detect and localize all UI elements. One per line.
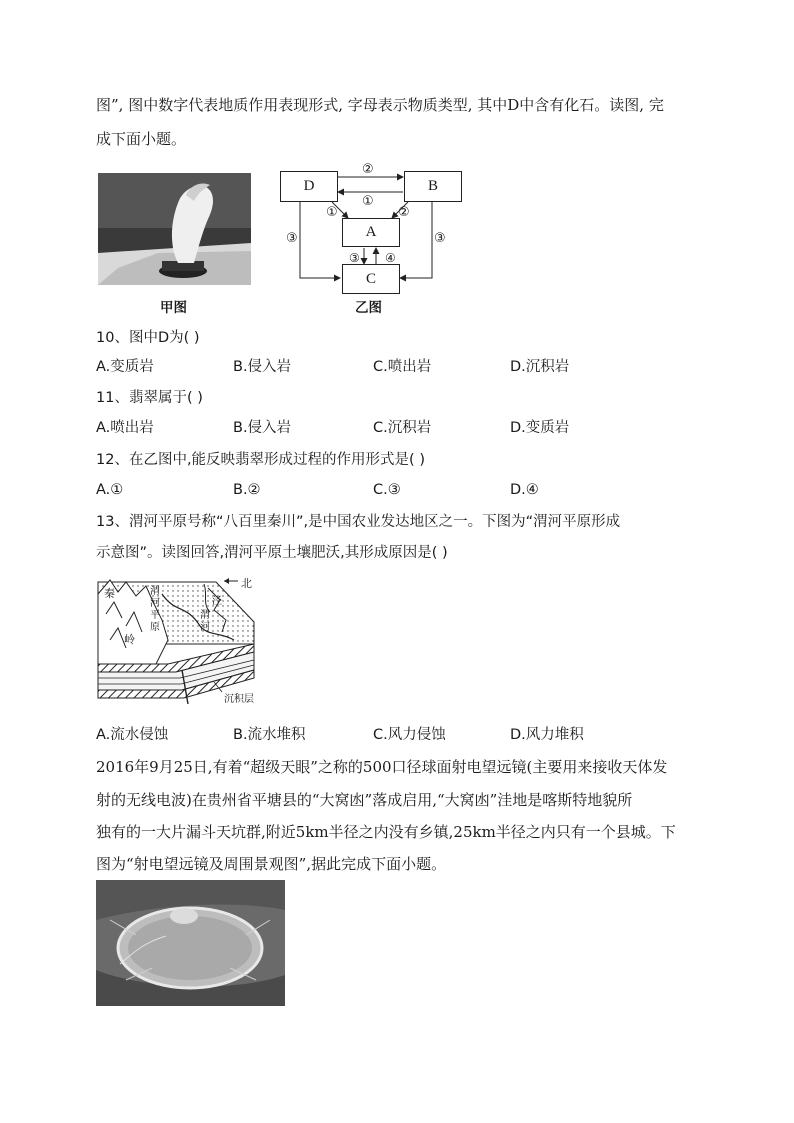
- label-top-2: ②: [362, 162, 374, 177]
- map-label-qin: 秦: [104, 587, 115, 600]
- label-left-diag-1: ①: [326, 205, 338, 220]
- q11-stem: 11、翡翠属于( ): [96, 390, 203, 406]
- label-right-side-3: ③: [434, 231, 446, 246]
- q13-option-d[interactable]: D.风力堆积: [510, 727, 584, 743]
- passage-line-2: 射的无线电波)在贵州省平塘县的“大窝凼”落成启用,“大窝凼”洼地是喀斯特地貌所: [96, 791, 633, 809]
- map-label-weihe-river: 渭 河: [200, 610, 210, 633]
- q12-option-b[interactable]: B.②: [233, 482, 261, 498]
- box-c: C: [342, 264, 400, 294]
- telescope-photo: [96, 880, 285, 1006]
- map-label-ling: 岭: [124, 633, 135, 646]
- intro-line-1: 图”, 图中数字代表地质作用表现形式, 字母表示物质类型, 其中D中含有化石。读图, 完: [96, 96, 664, 114]
- figure-a-caption: 甲图: [160, 300, 187, 316]
- q10-stem: 10、图中D为( ): [96, 330, 200, 346]
- q11-option-d[interactable]: D.变质岩: [510, 420, 570, 436]
- q11-option-a[interactable]: A.喷出岩: [96, 420, 154, 436]
- passage-line-1: 2016年9月25日,有着“超级天眼”之称的500口径球面射电望远镜(主要用来接收天体发: [96, 758, 668, 776]
- map-label-sediment: 沉积层: [224, 694, 254, 705]
- q10-option-d[interactable]: D.沉积岩: [510, 359, 570, 375]
- label-left-side-3: ③: [286, 231, 298, 246]
- label-down-3: ③: [349, 251, 360, 265]
- map-label-jing: 泾: [212, 596, 222, 607]
- q12-option-c[interactable]: C.③: [373, 482, 401, 498]
- q10-option-a[interactable]: A.变质岩: [96, 359, 154, 375]
- q12-option-a[interactable]: A.①: [96, 482, 124, 498]
- label-up-4: ④: [385, 251, 396, 265]
- q13-option-a[interactable]: A.流水侵蚀: [96, 727, 169, 743]
- box-a: A: [342, 218, 400, 247]
- q13-option-c[interactable]: C.风力侵蚀: [373, 727, 446, 743]
- label-middle-1: ①: [362, 194, 374, 209]
- q11-option-c[interactable]: C.沉积岩: [373, 420, 432, 436]
- box-b: B: [404, 171, 462, 202]
- map-label-north: 北: [241, 577, 252, 590]
- q11-option-b[interactable]: B.侵入岩: [233, 420, 292, 436]
- q10-option-b[interactable]: B.侵入岩: [233, 359, 292, 375]
- passage-line-3: 独有的一大片漏斗天坑群,附近5km半径之内没有乡镇,25km半径之内只有一个县城。下: [96, 823, 676, 841]
- jade-photo: [98, 173, 251, 285]
- q13-stem-line-2: 示意图”。读图回答,渭河平原土壤肥沃,其形成原因是( ): [96, 545, 448, 561]
- passage-line-4: 图为“射电望远镜及周围景观图”,据此完成下面小题。: [96, 855, 447, 873]
- figure-b-caption: 乙图: [355, 300, 382, 316]
- q12-stem: 12、在乙图中,能反映翡翠形成过程的作用形式是( ): [96, 452, 425, 468]
- q13-option-b[interactable]: B.流水堆积: [233, 727, 306, 743]
- map-label-weihe-plain: 渭 河 平 原: [150, 586, 160, 633]
- q10-option-c[interactable]: C.喷出岩: [373, 359, 432, 375]
- box-d: D: [280, 171, 338, 202]
- q13-stem-line-1: 13、渭河平原号称“八百里秦川”,是中国农业发达地区之一。下图为“渭河平原形成: [96, 514, 621, 530]
- q12-option-d[interactable]: D.④: [510, 482, 539, 498]
- intro-line-2: 成下面小题。: [96, 130, 187, 148]
- label-right-diag-2: ②: [398, 205, 410, 220]
